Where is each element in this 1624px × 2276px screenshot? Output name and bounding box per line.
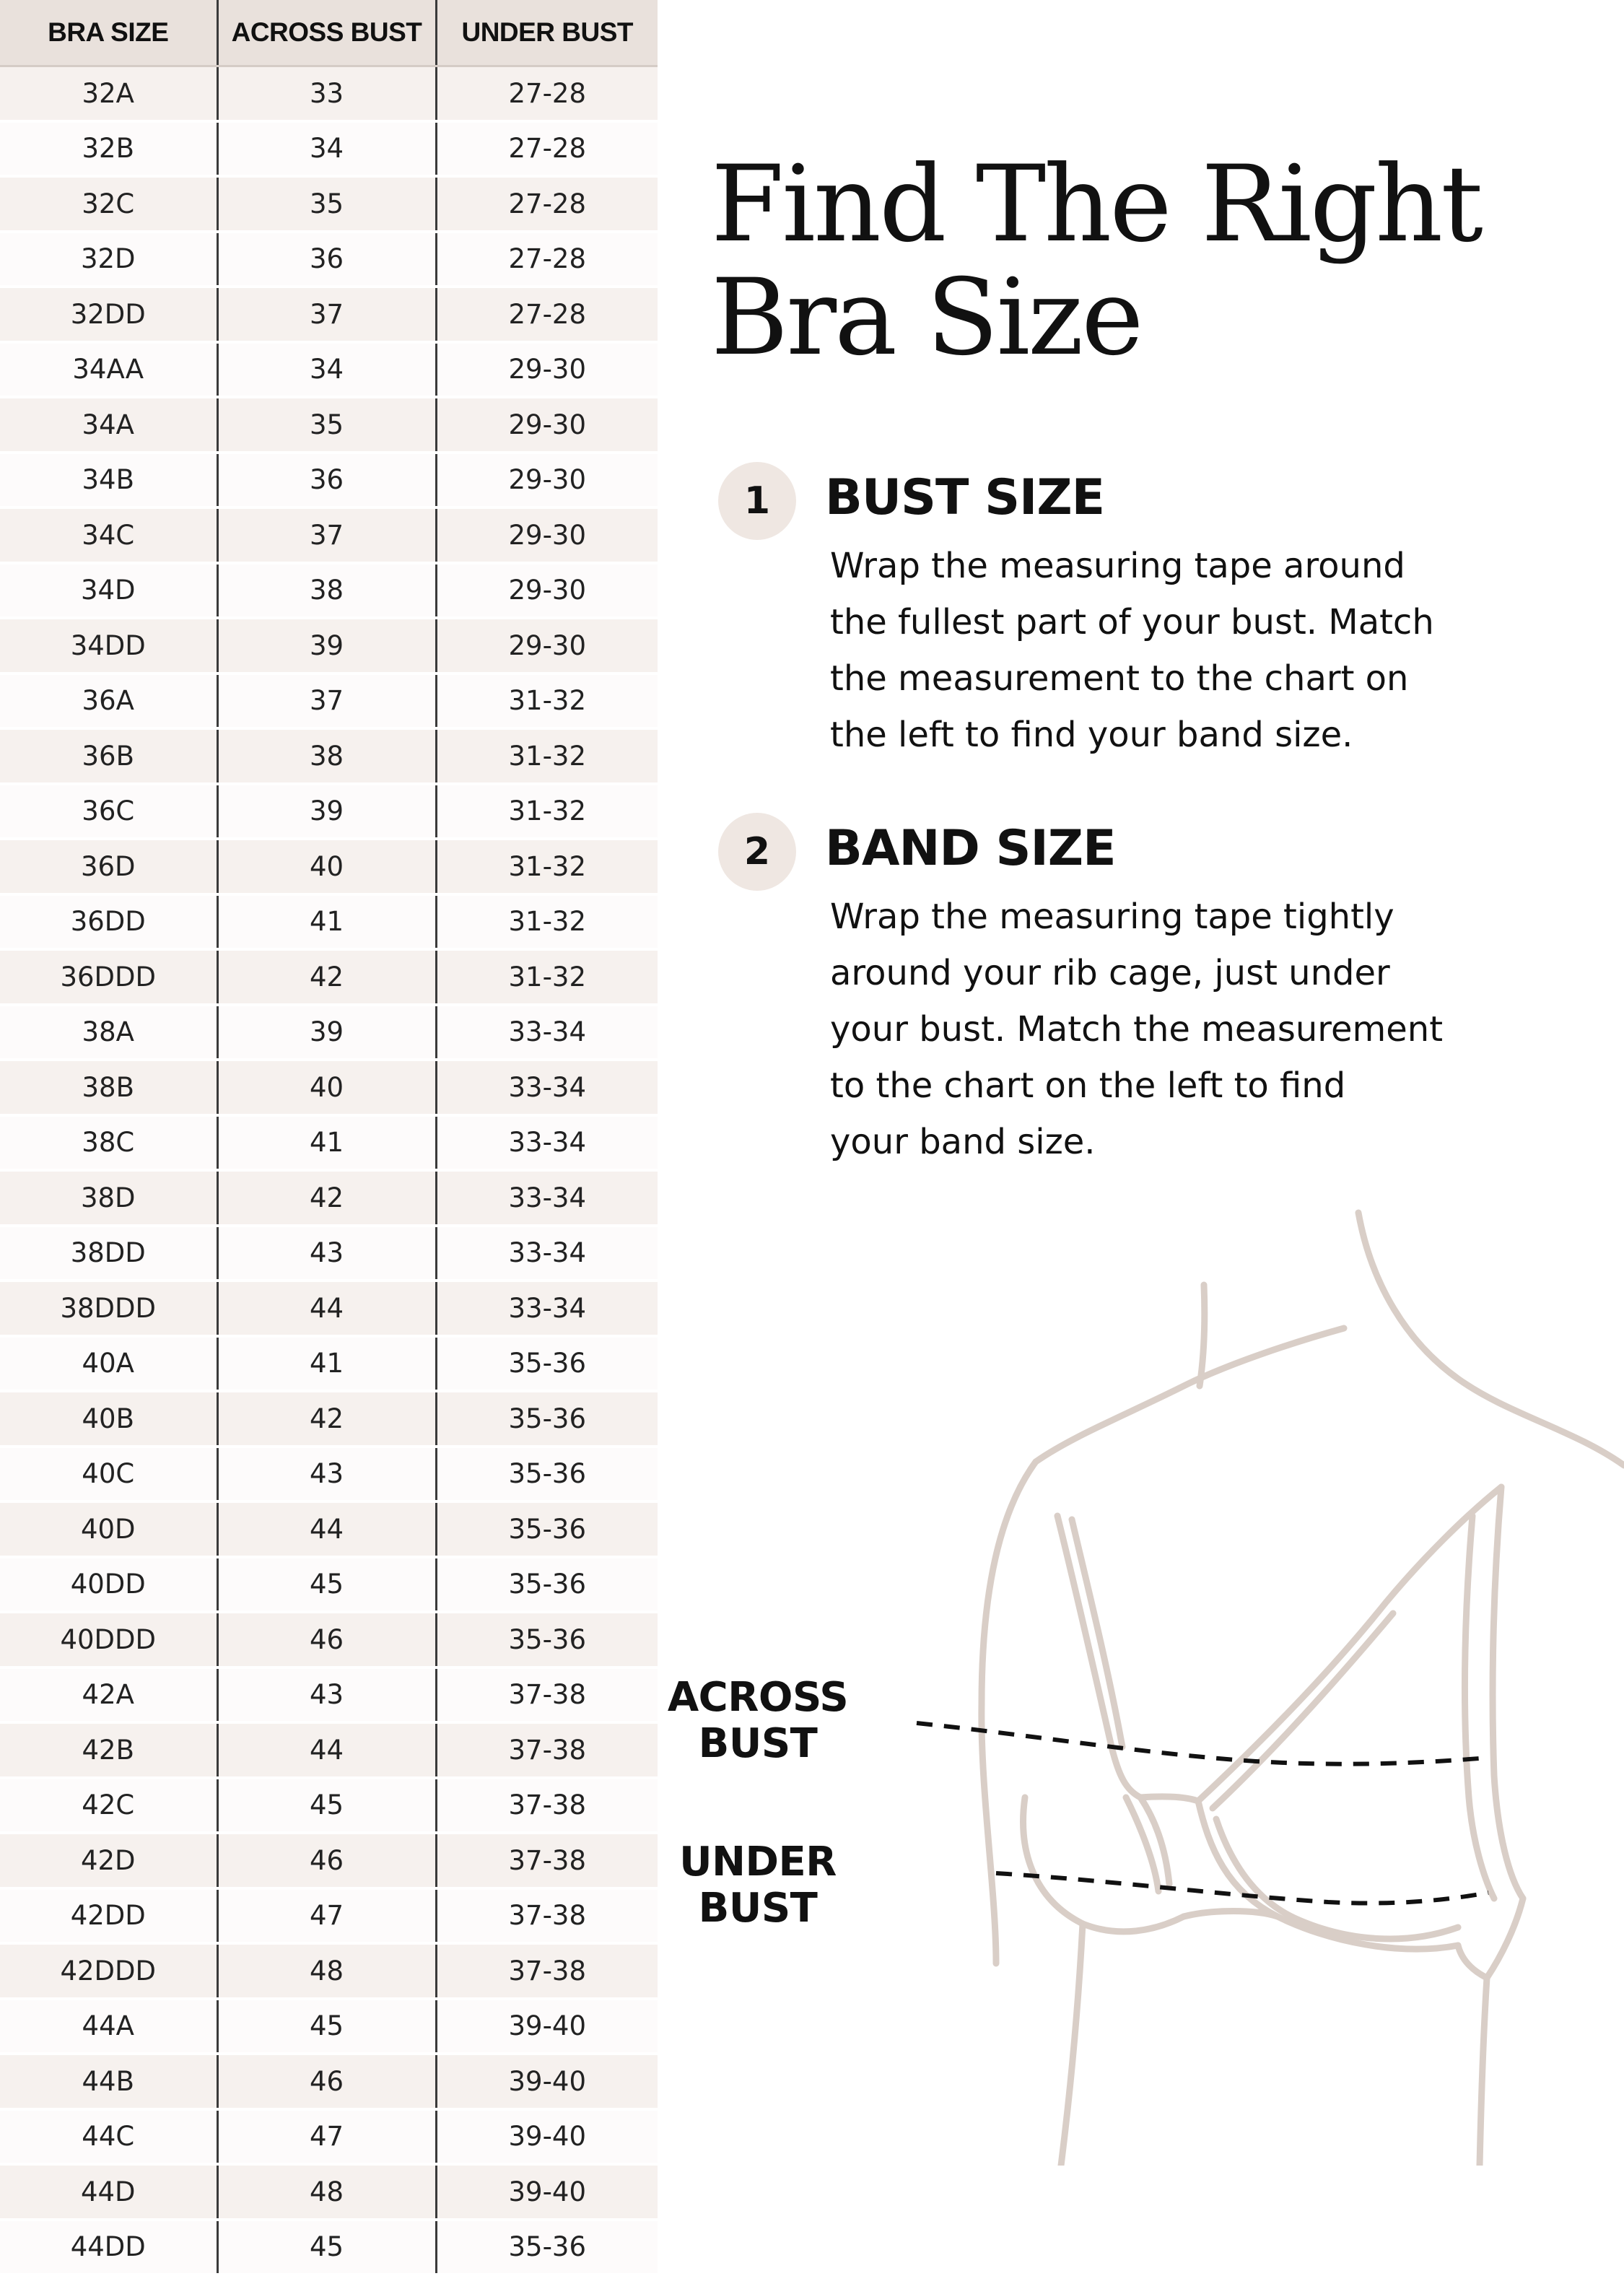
cell-bra-size: 40D [0, 1501, 217, 1557]
cell-under-bust: 35-36 [436, 1612, 658, 1667]
cell-under-bust: 29-30 [436, 453, 658, 508]
cell-bra-size: 32D [0, 232, 217, 287]
table-row [0, 1943, 658, 1999]
table-row [0, 1612, 658, 1667]
table-row [0, 1778, 658, 1834]
cell-across-bust: 44 [217, 1501, 436, 1557]
cell-bra-size: 36D [0, 839, 217, 894]
cell-bra-size: 42DD [0, 1888, 217, 1944]
table-row [0, 1501, 658, 1557]
cell-under-bust: 31-32 [436, 728, 658, 784]
page-title [711, 143, 1577, 379]
cell-bra-size: 42DDD [0, 1943, 217, 1999]
cell-under-bust: 35-36 [436, 2220, 658, 2275]
table-row [0, 1722, 658, 1778]
cell-under-bust: 29-30 [436, 618, 658, 673]
cell-under-bust: 37-38 [436, 1722, 658, 1778]
cell-under-bust: 33-34 [436, 1170, 658, 1226]
cell-across-bust: 42 [217, 1170, 436, 1226]
cell-under-bust: 33-34 [436, 1115, 658, 1171]
cell-under-bust: 29-30 [436, 507, 658, 563]
cell-bra-size: 40C [0, 1447, 217, 1502]
header-across-bust: ACROSS BUST [217, 0, 436, 66]
table-row [0, 1833, 658, 1888]
size-chart-table [0, 0, 658, 2276]
cell-across-bust: 43 [217, 1667, 436, 1723]
table-row [0, 453, 658, 508]
step-text-line: your band size. [830, 1122, 1096, 1162]
cell-bra-size: 42A [0, 1667, 217, 1723]
cell-bra-size: 44A [0, 1999, 217, 2054]
cell-bra-size: 36DD [0, 894, 217, 950]
cell-bra-size: 44D [0, 2164, 217, 2220]
cell-across-bust: 36 [217, 232, 436, 287]
table-row [0, 66, 658, 121]
cell-under-bust: 27-28 [436, 66, 658, 121]
table-row [0, 397, 658, 453]
table-row [0, 2054, 658, 2109]
cell-under-bust: 39-40 [436, 2164, 658, 2220]
cell-under-bust: 39-40 [436, 2109, 658, 2165]
header-under-bust: UNDER BUST [436, 0, 658, 66]
table-row [0, 1281, 658, 1336]
cell-bra-size: 38C [0, 1115, 217, 1171]
cell-bra-size: 34C [0, 507, 217, 563]
cell-bra-size: 32DD [0, 287, 217, 342]
table-row [0, 1447, 658, 1502]
table-row [0, 618, 658, 673]
across-bust-label: ACROSS BUST [667, 1674, 849, 1767]
cell-bra-size: 40B [0, 1391, 217, 1447]
table-row [0, 2220, 658, 2275]
table-row [0, 673, 658, 729]
cell-across-bust: 44 [217, 1281, 436, 1336]
title-line-2: Bra Size [711, 256, 1142, 379]
cell-under-bust: 27-28 [436, 176, 658, 232]
table-row [0, 1336, 658, 1392]
table-row [0, 232, 658, 287]
cell-bra-size: 32C [0, 176, 217, 232]
cell-across-bust: 43 [217, 1226, 436, 1281]
table-body [0, 66, 658, 2275]
cell-bra-size: 44C [0, 2109, 217, 2165]
cell-bra-size: 36B [0, 728, 217, 784]
cell-bra-size: 34B [0, 453, 217, 508]
cell-across-bust: 39 [217, 618, 436, 673]
step-heading: BAND SIZE [825, 820, 1116, 877]
table-row [0, 2164, 658, 2220]
cell-across-bust: 48 [217, 2164, 436, 2220]
cell-across-bust: 34 [217, 121, 436, 177]
table-row [0, 507, 658, 563]
cell-under-bust: 29-30 [436, 397, 658, 453]
table-row [0, 1667, 658, 1723]
cell-bra-size: 44DD [0, 2220, 217, 2275]
cell-under-bust: 37-38 [436, 1943, 658, 1999]
table-row [0, 949, 658, 1005]
table-row [0, 1391, 658, 1447]
title-line-1: Find The Right [711, 143, 1481, 266]
cell-under-bust: 31-32 [436, 839, 658, 894]
cell-under-bust: 27-28 [436, 121, 658, 177]
cell-under-bust: 27-28 [436, 232, 658, 287]
table-row [0, 728, 658, 784]
cell-bra-size: 34DD [0, 618, 217, 673]
cell-bra-size: 42C [0, 1778, 217, 1834]
cell-across-bust: 37 [217, 673, 436, 729]
step-text-line: Wrap the measuring tape around [830, 546, 1405, 586]
cell-across-bust: 47 [217, 2109, 436, 2165]
cell-under-bust: 37-38 [436, 1667, 658, 1723]
cell-bra-size: 38A [0, 1005, 217, 1060]
cell-under-bust: 27-28 [436, 287, 658, 342]
cell-across-bust: 46 [217, 1612, 436, 1667]
cell-under-bust: 33-34 [436, 1226, 658, 1281]
cell-across-bust: 45 [217, 2220, 436, 2275]
cell-bra-size: 34A [0, 397, 217, 453]
cell-across-bust: 41 [217, 1336, 436, 1392]
table-row [0, 1999, 658, 2054]
cell-bra-size: 36C [0, 784, 217, 840]
table-row [0, 1226, 658, 1281]
cell-under-bust: 35-36 [436, 1336, 658, 1392]
cell-across-bust: 39 [217, 1005, 436, 1060]
cell-across-bust: 41 [217, 1115, 436, 1171]
cell-under-bust: 33-34 [436, 1060, 658, 1115]
cell-bra-size: 40DD [0, 1557, 217, 1613]
cell-under-bust: 33-34 [436, 1281, 658, 1336]
step-text-line: the left to find your band size. [830, 715, 1353, 755]
cell-bra-size: 40DDD [0, 1612, 217, 1667]
table-row [0, 563, 658, 619]
cell-across-bust: 36 [217, 453, 436, 508]
step-description [830, 538, 1480, 763]
cell-under-bust: 35-36 [436, 1447, 658, 1502]
table-row [0, 839, 658, 894]
step-text-line: to the chart on the left to find [830, 1065, 1346, 1106]
cell-bra-size: 42B [0, 1722, 217, 1778]
table-header-row [0, 0, 658, 66]
table-row [0, 894, 658, 950]
cell-across-bust: 45 [217, 1999, 436, 2054]
cell-bra-size: 44B [0, 2054, 217, 2109]
table-row [0, 342, 658, 398]
cell-across-bust: 34 [217, 342, 436, 398]
table-row [0, 2109, 658, 2165]
cell-bra-size: 32B [0, 121, 217, 177]
cell-under-bust: 29-30 [436, 563, 658, 619]
cell-under-bust: 29-30 [436, 342, 658, 398]
table-row [0, 287, 658, 342]
cell-under-bust: 35-36 [436, 1557, 658, 1613]
cell-across-bust: 37 [217, 287, 436, 342]
cell-under-bust: 31-32 [436, 673, 658, 729]
cell-across-bust: 41 [217, 894, 436, 950]
table-row [0, 1557, 658, 1613]
cell-under-bust: 31-32 [436, 949, 658, 1005]
cell-across-bust: 37 [217, 507, 436, 563]
cell-across-bust: 40 [217, 839, 436, 894]
step-text-line: your bust. Match the measurement [830, 1009, 1444, 1050]
cell-across-bust: 46 [217, 1833, 436, 1888]
cell-under-bust: 39-40 [436, 1999, 658, 2054]
cell-under-bust: 37-38 [436, 1888, 658, 1944]
cell-across-bust: 39 [217, 784, 436, 840]
step-description [830, 889, 1480, 1170]
table-row [0, 1888, 658, 1944]
cell-under-bust: 33-34 [436, 1005, 658, 1060]
table-row [0, 176, 658, 232]
table-row [0, 784, 658, 840]
cell-across-bust: 45 [217, 1778, 436, 1834]
cell-across-bust: 47 [217, 1888, 436, 1944]
cell-across-bust: 43 [217, 1447, 436, 1502]
cell-bra-size: 38DDD [0, 1281, 217, 1336]
cell-across-bust: 48 [217, 1943, 436, 1999]
step-text-line: the fullest part of your bust. Match [830, 602, 1434, 642]
cell-bra-size: 38DD [0, 1226, 217, 1281]
cell-bra-size: 38B [0, 1060, 217, 1115]
cell-bra-size: 40A [0, 1336, 217, 1392]
cell-under-bust: 31-32 [436, 894, 658, 950]
step-number-badge: 1 [718, 462, 796, 540]
cell-across-bust: 44 [217, 1722, 436, 1778]
cell-across-bust: 40 [217, 1060, 436, 1115]
cell-across-bust: 42 [217, 1391, 436, 1447]
cell-bra-size: 38D [0, 1170, 217, 1226]
cell-under-bust: 35-36 [436, 1501, 658, 1557]
table-row [0, 1115, 658, 1171]
bra-measurement-figure [667, 1198, 1624, 2166]
step-heading: BUST SIZE [825, 469, 1105, 526]
cell-under-bust: 35-36 [436, 1391, 658, 1447]
under-bust-label: UNDER BUST [679, 1839, 837, 1932]
cell-bra-size: 36DDD [0, 949, 217, 1005]
header-bra-size: BRA SIZE [0, 0, 217, 66]
step-text-line: Wrap the measuring tape tightly [830, 897, 1394, 937]
cell-under-bust: 39-40 [436, 2054, 658, 2109]
table-row [0, 1170, 658, 1226]
step-number-badge: 2 [718, 813, 796, 891]
cell-across-bust: 46 [217, 2054, 436, 2109]
cell-under-bust: 31-32 [436, 784, 658, 840]
step-text-line: around your rib cage, just under [830, 953, 1390, 993]
cell-across-bust: 35 [217, 397, 436, 453]
table-row [0, 1060, 658, 1115]
cell-bra-size: 32A [0, 66, 217, 121]
cell-across-bust: 35 [217, 176, 436, 232]
cell-bra-size: 42D [0, 1833, 217, 1888]
cell-across-bust: 45 [217, 1557, 436, 1613]
step-text-line: the measurement to the chart on [830, 658, 1409, 699]
cell-across-bust: 33 [217, 66, 436, 121]
cell-across-bust: 38 [217, 728, 436, 784]
cell-across-bust: 38 [217, 563, 436, 619]
table-row [0, 1005, 658, 1060]
table-row [0, 121, 658, 177]
cell-under-bust: 37-38 [436, 1833, 658, 1888]
cell-across-bust: 42 [217, 949, 436, 1005]
cell-under-bust: 37-38 [436, 1778, 658, 1834]
cell-bra-size: 36A [0, 673, 217, 729]
cell-bra-size: 34D [0, 563, 217, 619]
cell-bra-size: 34AA [0, 342, 217, 398]
